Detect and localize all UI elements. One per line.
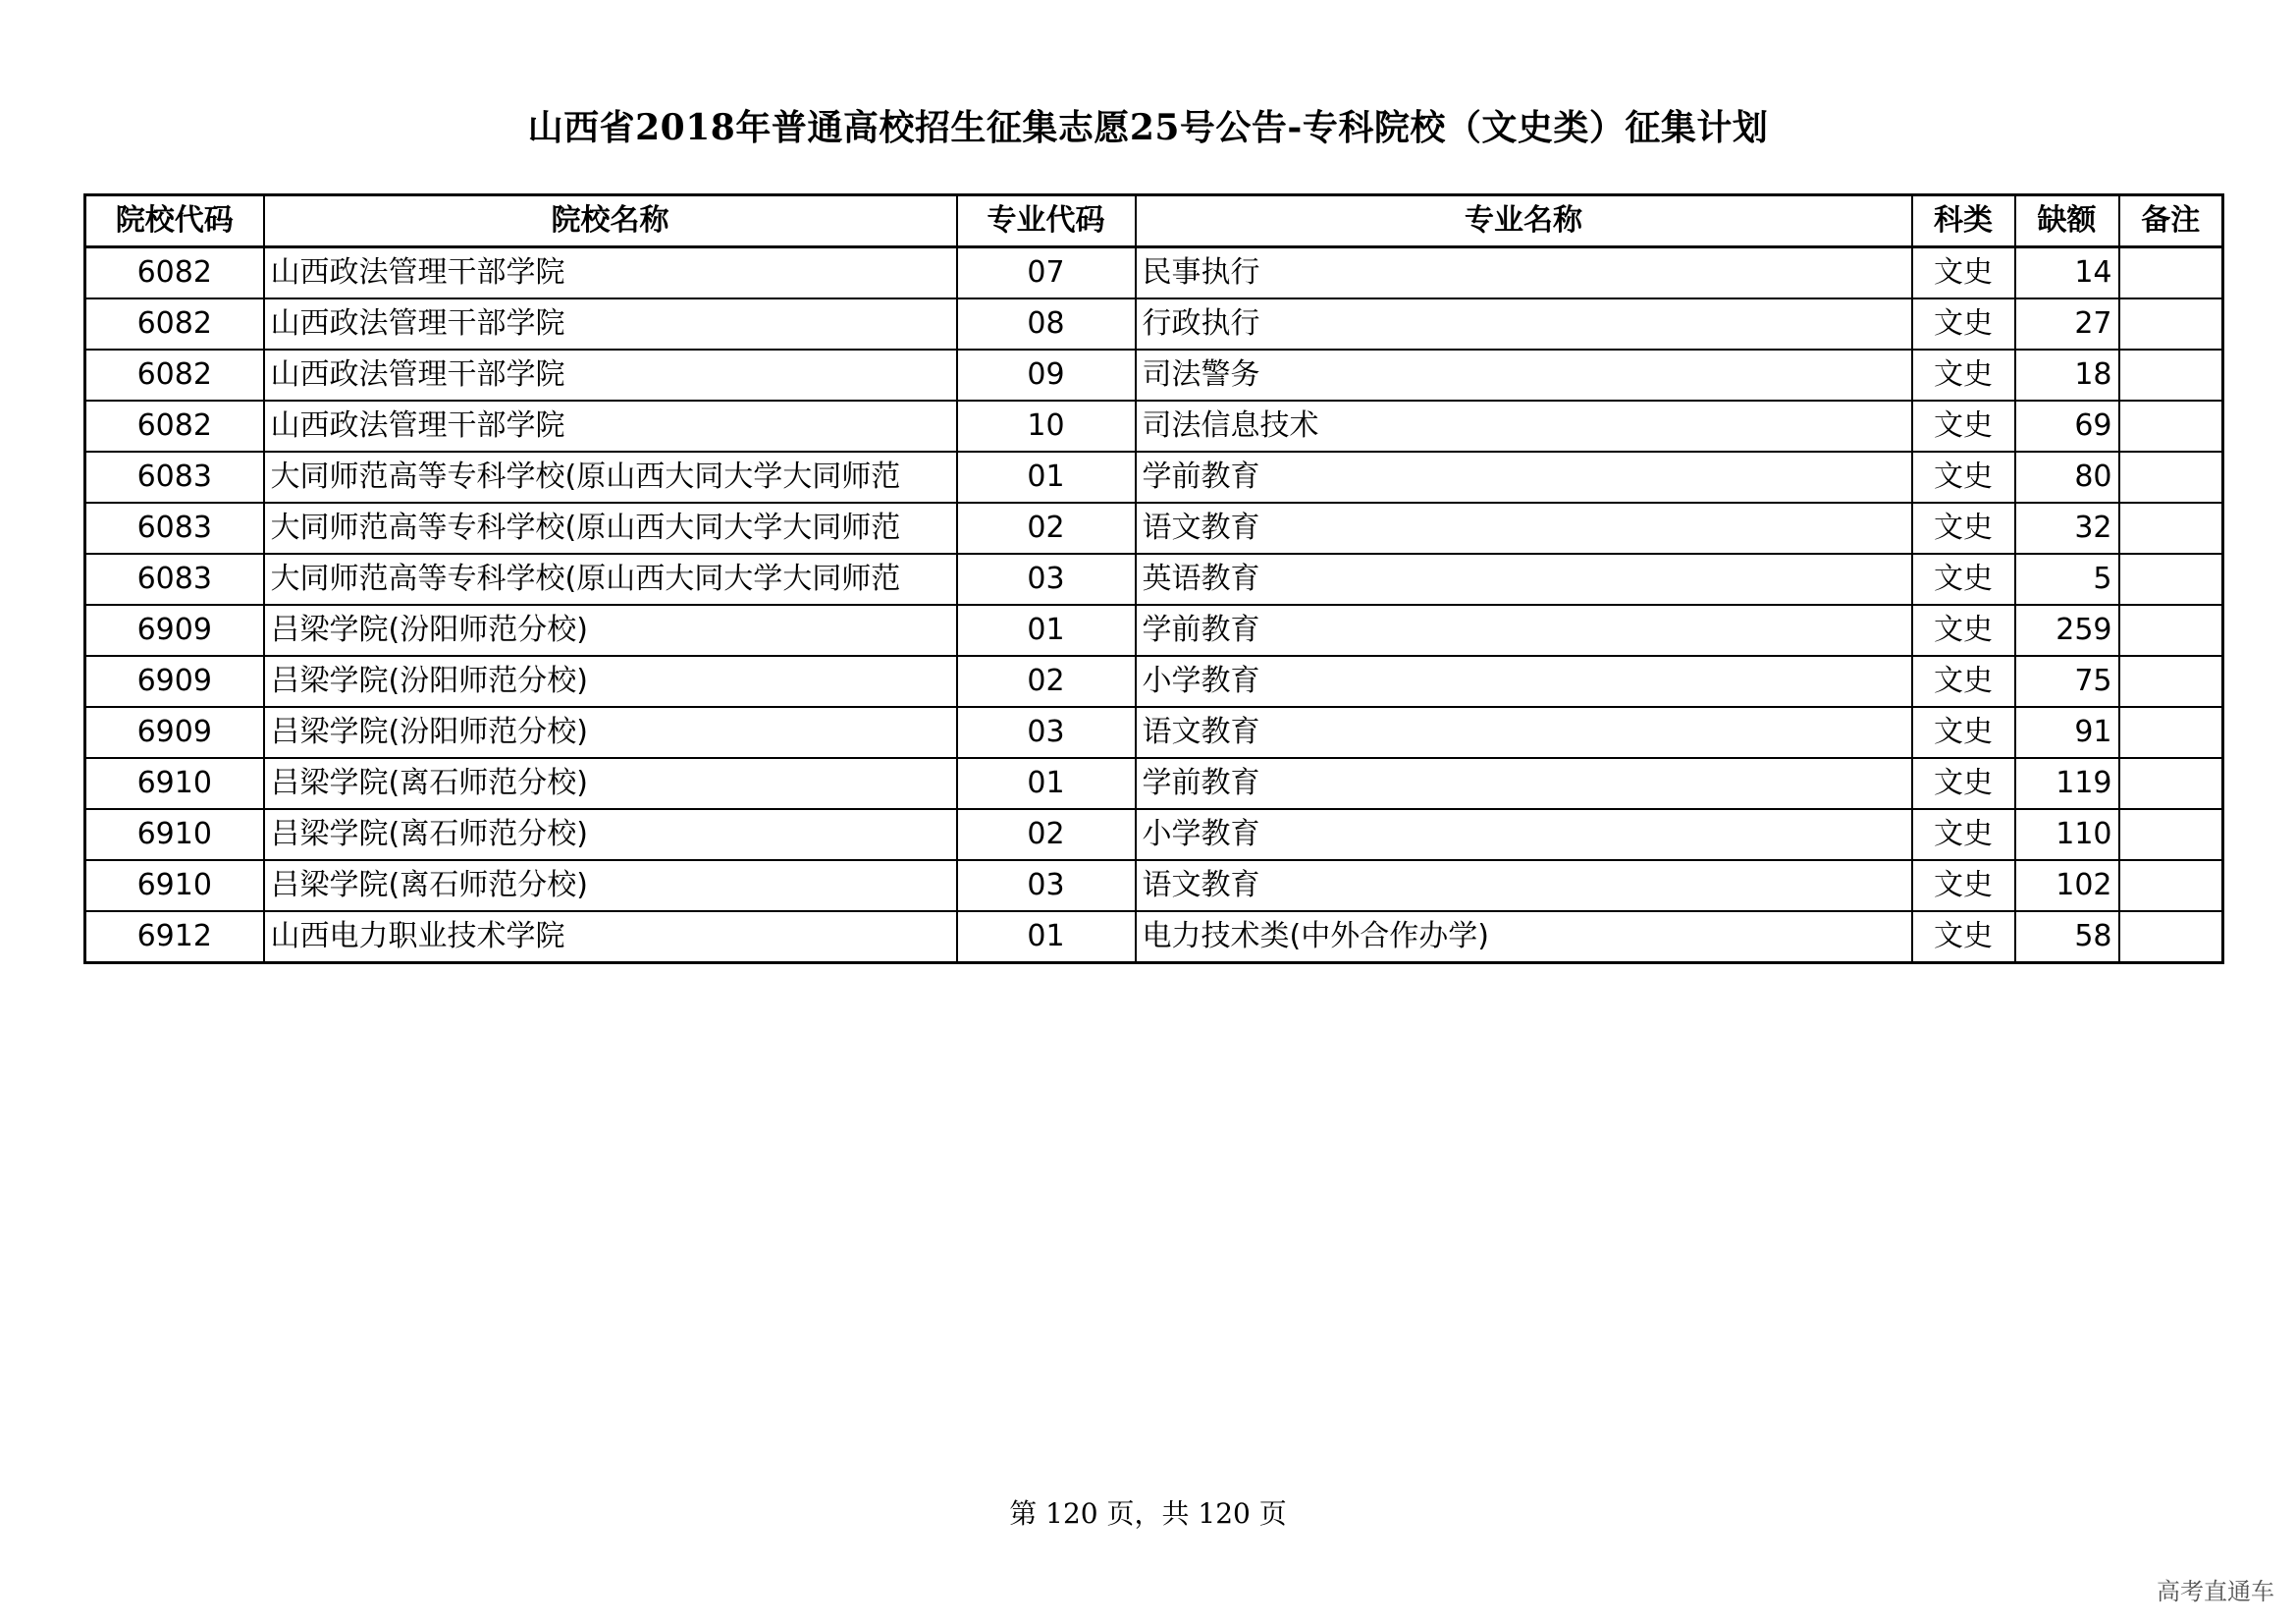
cell-school-name: 吕梁学院(汾阳师范分校) (264, 605, 957, 656)
table-row (85, 247, 2223, 299)
cell-remark (2119, 809, 2223, 860)
cell-school-code: 6083 (85, 452, 264, 503)
cell-remark (2119, 860, 2223, 911)
cell-major-code: 02 (957, 503, 1136, 554)
cell-remark (2119, 656, 2223, 707)
table-row (85, 809, 2223, 860)
header-school-name: 院校名称 (264, 195, 957, 247)
cell-major-code: 02 (957, 809, 1136, 860)
cell-major-name: 语文教育 (1136, 503, 1912, 554)
cell-quota: 110 (2015, 809, 2119, 860)
cell-category: 文史 (1912, 247, 2015, 299)
cell-remark (2119, 350, 2223, 401)
cell-school-name: 吕梁学院(汾阳师范分校) (264, 656, 957, 707)
table-row (85, 656, 2223, 707)
cell-category: 文史 (1912, 350, 2015, 401)
cell-school-code: 6910 (85, 860, 264, 911)
cell-school-name: 吕梁学院(离石师范分校) (264, 758, 957, 809)
cell-remark (2119, 503, 2223, 554)
cell-school-code: 6082 (85, 247, 264, 299)
table-header-row (85, 195, 2223, 247)
cell-remark (2119, 298, 2223, 350)
cell-school-name: 山西电力职业技术学院 (264, 911, 957, 963)
cell-school-code: 6910 (85, 758, 264, 809)
cell-quota: 69 (2015, 401, 2119, 452)
table-row (85, 860, 2223, 911)
header-quota: 缺额 (2015, 195, 2119, 247)
cell-quota: 119 (2015, 758, 2119, 809)
cell-quota: 5 (2015, 554, 2119, 605)
cell-major-code: 03 (957, 707, 1136, 758)
cell-major-name: 小学教育 (1136, 809, 1912, 860)
cell-major-name: 民事执行 (1136, 247, 1912, 299)
cell-major-name: 行政执行 (1136, 298, 1912, 350)
cell-category: 文史 (1912, 452, 2015, 503)
cell-major-code: 01 (957, 758, 1136, 809)
cell-major-name: 学前教育 (1136, 758, 1912, 809)
header-major-name: 专业名称 (1136, 195, 1912, 247)
document-title: 山西省2018年普通高校招生征集志愿25号公告-专科院校（文史类）征集计划 (527, 107, 1769, 148)
cell-major-name: 学前教育 (1136, 605, 1912, 656)
table-row (85, 503, 2223, 554)
watermark-text: 高考直通车 (2157, 1578, 2274, 1605)
cell-remark (2119, 554, 2223, 605)
cell-major-name: 小学教育 (1136, 656, 1912, 707)
header-school-code: 院校代码 (85, 195, 264, 247)
cell-school-name: 吕梁学院(离石师范分校) (264, 860, 957, 911)
cell-major-code: 07 (957, 247, 1136, 299)
header-remark: 备注 (2119, 195, 2223, 247)
enrollment-plan-table (83, 193, 2224, 964)
cell-remark (2119, 247, 2223, 299)
table-row (85, 707, 2223, 758)
cell-category: 文史 (1912, 707, 2015, 758)
header-major-code: 专业代码 (957, 195, 1136, 247)
cell-school-code: 6912 (85, 911, 264, 963)
cell-school-code: 6083 (85, 503, 264, 554)
cell-major-name: 语文教育 (1136, 860, 1912, 911)
cell-quota: 18 (2015, 350, 2119, 401)
cell-major-code: 03 (957, 860, 1136, 911)
cell-school-code: 6909 (85, 656, 264, 707)
cell-major-code: 02 (957, 656, 1136, 707)
cell-major-code: 09 (957, 350, 1136, 401)
cell-category: 文史 (1912, 656, 2015, 707)
cell-quota: 91 (2015, 707, 2119, 758)
cell-quota: 14 (2015, 247, 2119, 299)
cell-major-code: 01 (957, 452, 1136, 503)
table-row (85, 758, 2223, 809)
table-row (85, 298, 2223, 350)
cell-category: 文史 (1912, 298, 2015, 350)
cell-category: 文史 (1912, 401, 2015, 452)
cell-school-name: 吕梁学院(汾阳师范分校) (264, 707, 957, 758)
cell-remark (2119, 605, 2223, 656)
cell-quota: 58 (2015, 911, 2119, 963)
cell-school-code: 6082 (85, 401, 264, 452)
cell-school-code: 6909 (85, 605, 264, 656)
cell-remark (2119, 707, 2223, 758)
cell-school-code: 6910 (85, 809, 264, 860)
cell-school-code: 6082 (85, 350, 264, 401)
cell-category: 文史 (1912, 758, 2015, 809)
cell-school-code: 6082 (85, 298, 264, 350)
cell-remark (2119, 452, 2223, 503)
cell-major-code: 08 (957, 298, 1136, 350)
cell-quota: 75 (2015, 656, 2119, 707)
cell-quota: 259 (2015, 605, 2119, 656)
cell-school-name: 大同师范高等专科学校(原山西大同大学大同师范 (264, 554, 957, 605)
cell-school-name: 吕梁学院(离石师范分校) (264, 809, 957, 860)
table-body (85, 247, 2223, 963)
cell-school-name: 山西政法管理干部学院 (264, 350, 957, 401)
table-row (85, 401, 2223, 452)
table-row (85, 452, 2223, 503)
cell-remark (2119, 911, 2223, 963)
cell-category: 文史 (1912, 860, 2015, 911)
cell-major-name: 学前教育 (1136, 452, 1912, 503)
cell-major-name: 司法警务 (1136, 350, 1912, 401)
table-row (85, 911, 2223, 963)
page-footer: 第 120 页，共 120 页 (1009, 1497, 1287, 1530)
cell-school-name: 大同师范高等专科学校(原山西大同大学大同师范 (264, 452, 957, 503)
cell-quota: 32 (2015, 503, 2119, 554)
cell-category: 文史 (1912, 554, 2015, 605)
cell-school-code: 6083 (85, 554, 264, 605)
header-category: 科类 (1912, 195, 2015, 247)
cell-major-name: 英语教育 (1136, 554, 1912, 605)
cell-quota: 102 (2015, 860, 2119, 911)
cell-major-name: 语文教育 (1136, 707, 1912, 758)
table-row (85, 350, 2223, 401)
cell-quota: 80 (2015, 452, 2119, 503)
cell-major-code: 03 (957, 554, 1136, 605)
cell-major-code: 01 (957, 605, 1136, 656)
cell-major-code: 01 (957, 911, 1136, 963)
cell-quota: 27 (2015, 298, 2119, 350)
cell-category: 文史 (1912, 809, 2015, 860)
cell-major-name: 司法信息技术 (1136, 401, 1912, 452)
cell-category: 文史 (1912, 911, 2015, 963)
cell-major-name: 电力技术类(中外合作办学) (1136, 911, 1912, 963)
cell-major-code: 10 (957, 401, 1136, 452)
cell-remark (2119, 401, 2223, 452)
cell-category: 文史 (1912, 605, 2015, 656)
cell-school-code: 6909 (85, 707, 264, 758)
cell-school-name: 山西政法管理干部学院 (264, 247, 957, 299)
table-row (85, 554, 2223, 605)
cell-remark (2119, 758, 2223, 809)
cell-category: 文史 (1912, 503, 2015, 554)
cell-school-name: 山西政法管理干部学院 (264, 401, 957, 452)
cell-school-name: 山西政法管理干部学院 (264, 298, 957, 350)
table-row (85, 605, 2223, 656)
cell-school-name: 大同师范高等专科学校(原山西大同大学大同师范 (264, 503, 957, 554)
